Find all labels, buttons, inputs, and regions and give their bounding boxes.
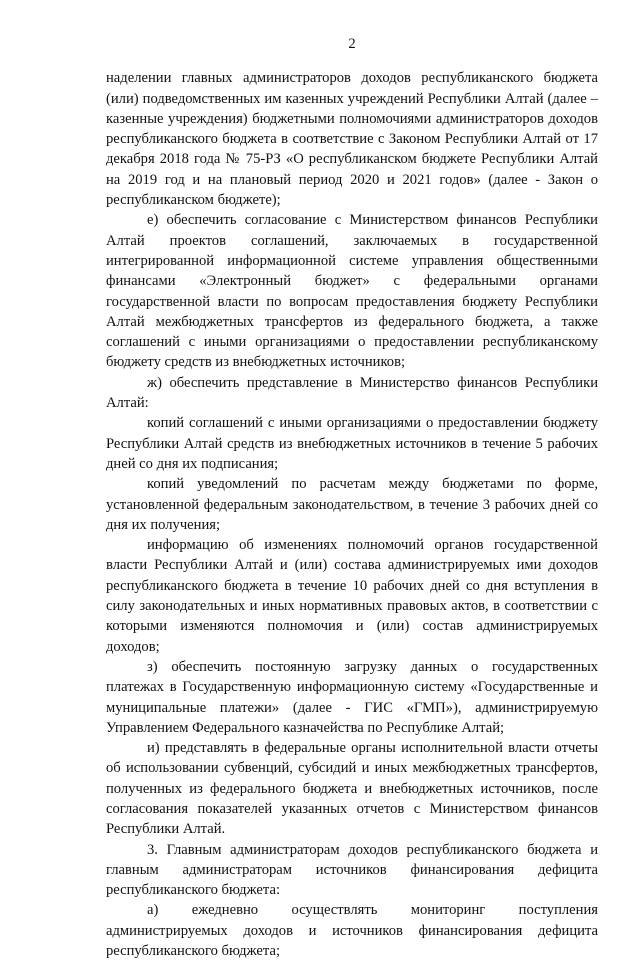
paragraph-item-zh: ж) обеспечить представление в Министерство финансов Республики Алтай: — [106, 374, 598, 412]
document-page — [106, 34, 598, 961]
paragraph-notification-copies: копий уведомлений по расчетам между бюджетами по форме, установленной федеральным законодательством, в течение 3 рабочих дней со дня их получения; — [106, 476, 598, 533]
paragraph-item-a: а) ежедневно осуществлять мониторинг поступления администрируемых доходов и источников финансирования дефицита республиканского бюджета; — [106, 902, 598, 960]
paragraph-agreement-copies: копий соглашений с иными организациями о предоставлении бюджету Республики Алтай средств из внебюджетных источников в течение 5 рабочих дней со дня их подписания; — [106, 415, 598, 472]
paragraph-item-e: е) обеспечить согласование с Министерством финансов Республики Алтай проектов соглашений, заключаемых в государственной интегрированной информационной системе управления общественными финансами «Электронный бюджет» с федеральными органами государственной власти по вопросам предоставления бюджету Республики Алтай межбюджетных трансфертов из федерального бюджета, а также соглашений с иными организациями о предоставлении республиканскому бюджету средств из внебюджетных источников; — [106, 212, 598, 371]
paragraph-continuation: наделении главных администраторов доходов республиканского бюджета (или) подведомственных им казенных учреждений Республики Алтай (далее – казенные учреждения) бюджетными полномочиями администраторов доходов республиканского бюджета в соответствие с Законом Республики Алтай от 17 декабря 2018 года № 75-РЗ «О республиканском бюджете Республики Алтай на 2019 год и на плановый период 2020 и 2021 годов» (далее - Закон о республиканском бюджете); — [106, 70, 598, 209]
paragraph-item-z: з) обеспечить постоянную загрузку данных о государственных платежах в Государственную информационную систему «Государственные и муниципальные платежи» (далее - ГИС «ГМП»), администрируемую Управлением Федерального казначейства по Республике Алтай; — [106, 658, 598, 736]
paragraph-item-i: и) представлять в федеральные органы исполнительной власти отчеты об использовании субвенций, субсидий и иных межбюджетных трансфертов, полученных из федерального бюджета и внебюджетных источников, после согласования показателей указанных отчетов с Министерством финансов Республики Алтай. — [106, 740, 598, 838]
paragraph-section-3: 3. Главным администраторам доходов республиканского бюджета и главным администраторам источников финансирования дефицита республиканского бюджета: — [106, 841, 598, 899]
page-number: 2 — [348, 36, 356, 52]
paragraph-authority-changes: информацию об изменениях полномочий органов государственной власти Республики Алтай и (или) состава администрируемых ими доходов республиканского бюджета в течение 10 рабочих дней со дня вступления в силу законодательных и иных нормативных правовых актов, в соответствии с которыми изменяются полномочия и (или) состав администрируемых доходов; — [106, 537, 598, 655]
